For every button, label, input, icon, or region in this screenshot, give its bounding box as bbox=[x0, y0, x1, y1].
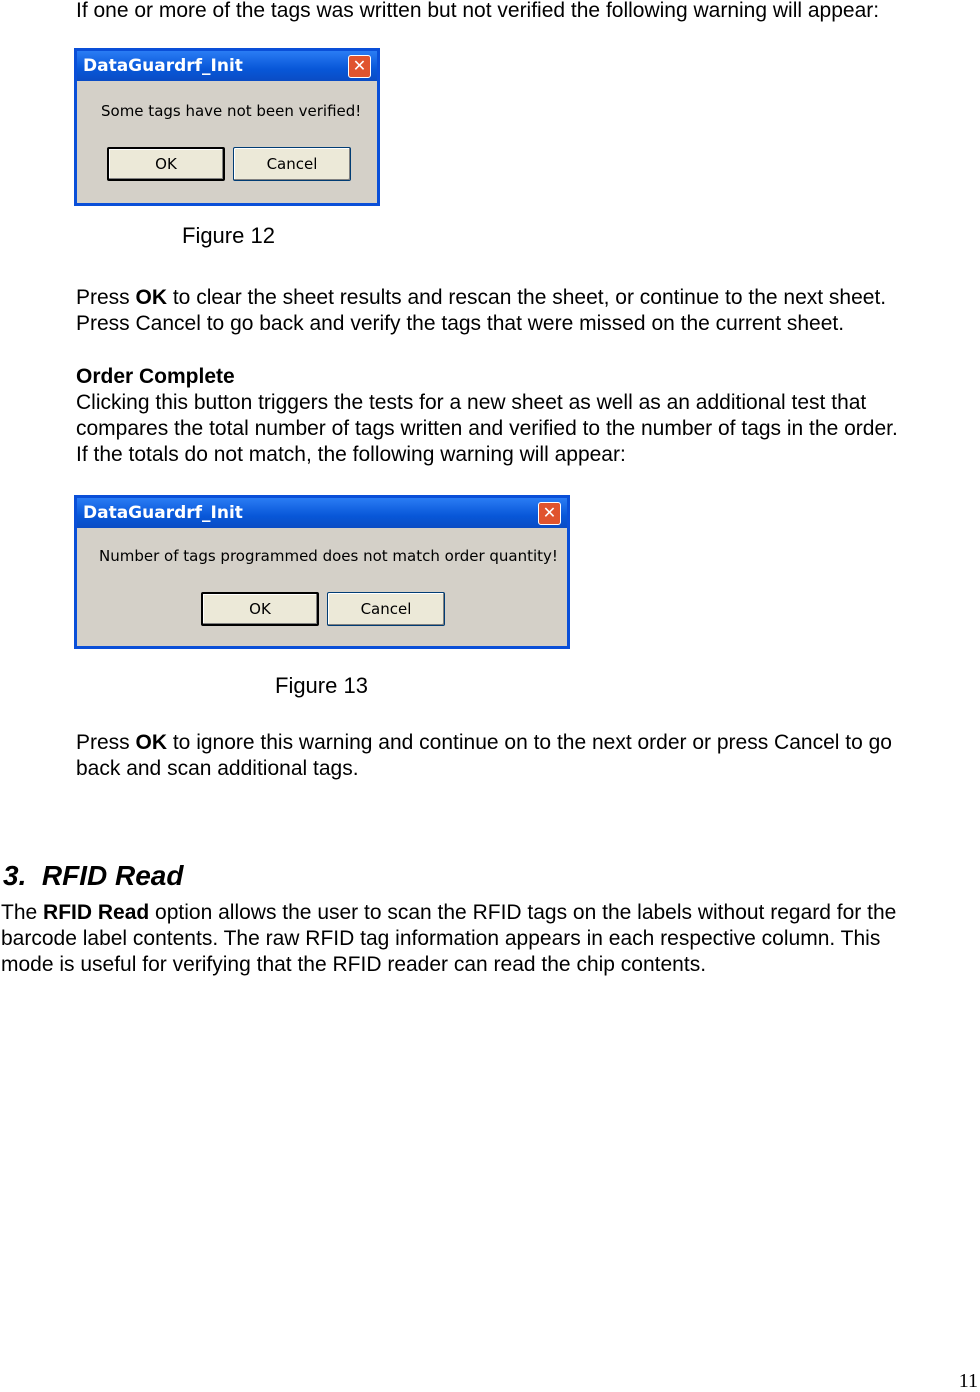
warning-dialog-1 bbox=[74, 48, 380, 206]
dialog-message: Number of tags programmed does not match order quantity! bbox=[99, 547, 558, 565]
order-complete-line-3: If the totals do not match, the following warning will appear: bbox=[76, 443, 626, 466]
bold-rfid-read: RFID Read bbox=[43, 901, 150, 924]
close-icon[interactable]: ✕ bbox=[348, 55, 371, 78]
section-line-2: barcode label contents. The raw RFID tag information appears in each respective column. This bbox=[1, 927, 881, 950]
text-run: to clear the sheet results and rescan the sheet, or continue to the next sheet. bbox=[167, 286, 887, 309]
order-complete-line-1: Clicking this button triggers the tests for a new sheet as well as an additional test that bbox=[76, 391, 867, 414]
bold-ok: OK bbox=[135, 286, 168, 309]
dialog-message: Some tags have not been verified! bbox=[101, 102, 362, 120]
dialog-titlebar bbox=[77, 498, 567, 528]
bold-ok: OK bbox=[135, 731, 168, 754]
warning-dialog-2 bbox=[74, 495, 570, 649]
text-run: Press bbox=[76, 731, 136, 754]
text-run: option allows the user to scan the RFID tags on the labels without regard for the bbox=[149, 901, 897, 924]
page-number: 11 bbox=[958, 1370, 978, 1392]
ok-button[interactable]: OK bbox=[201, 592, 319, 626]
section-line-1 bbox=[1, 900, 896, 926]
section-heading: 3. RFID Read bbox=[3, 860, 184, 891]
paragraph-ok-line bbox=[76, 285, 886, 311]
paragraph-ok-line-2 bbox=[76, 730, 892, 756]
figure-caption-13: Figure 13 bbox=[275, 673, 368, 698]
text-run: to ignore this warning and continue on to the next order or press Cancel to go bbox=[167, 731, 892, 754]
paragraph-back-line: back and scan additional tags. bbox=[76, 757, 359, 780]
text-run: The bbox=[1, 901, 44, 924]
paragraph-cancel-line: Press Cancel to go back and verify the tags that were missed on the current sheet. bbox=[76, 312, 845, 335]
dialog-title: DataGuardrf_Init bbox=[83, 56, 243, 76]
section-line-3: mode is useful for verifying that the RFID reader can read the chip contents. bbox=[1, 953, 707, 976]
ok-button[interactable]: OK bbox=[107, 147, 225, 181]
close-icon[interactable]: ✕ bbox=[538, 502, 561, 525]
order-complete-line-2: compares the total number of tags written and verified to the number of tags in the order. bbox=[76, 417, 898, 440]
cancel-button[interactable]: Cancel bbox=[327, 592, 445, 626]
order-complete-heading: Order Complete bbox=[76, 365, 235, 388]
dialog-titlebar bbox=[77, 51, 377, 81]
figure-caption-12: Figure 12 bbox=[182, 223, 275, 248]
dialog-title: DataGuardrf_Init bbox=[83, 503, 243, 523]
intro-text: If one or more of the tags was written but not verified the following warning will appear: bbox=[76, 0, 880, 22]
cancel-button[interactable]: Cancel bbox=[233, 147, 351, 181]
text-run: Press bbox=[76, 286, 136, 309]
